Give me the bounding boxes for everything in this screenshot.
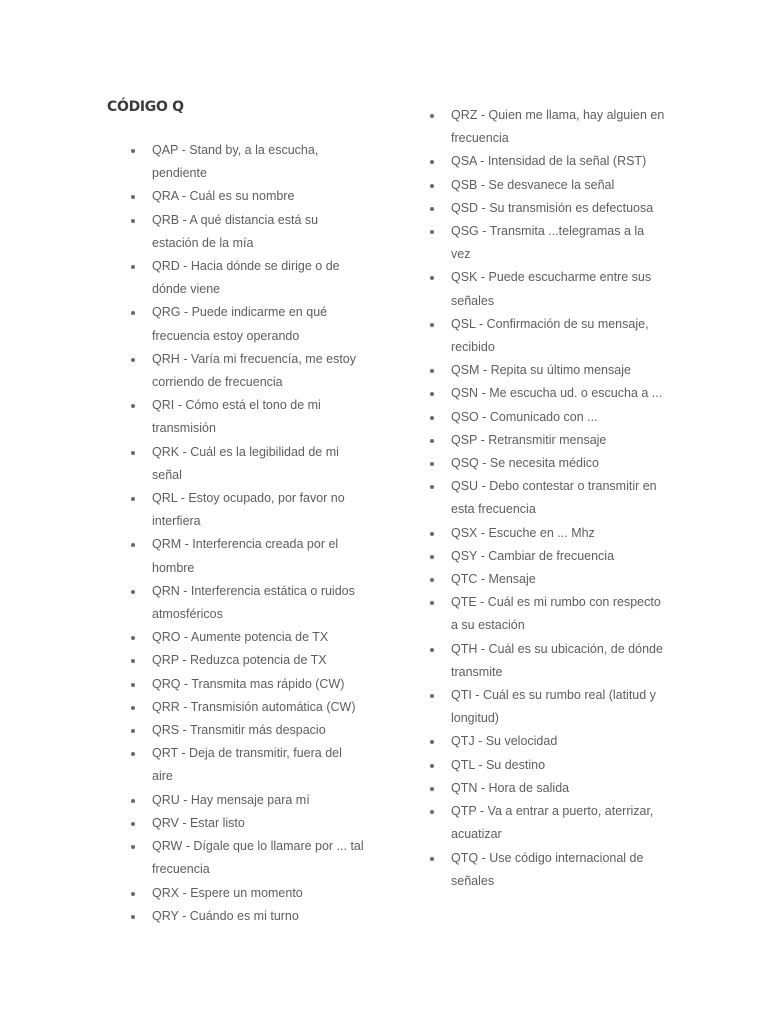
- list-item: [451, 359, 665, 382]
- bullet-icon: [430, 392, 434, 396]
- list-item: [451, 406, 665, 429]
- list-item-text: QTN - Hora de salida: [451, 780, 570, 795]
- bullet-icon: [131, 543, 135, 547]
- bullet-icon: [430, 485, 434, 489]
- bullet-icon: [131, 195, 135, 199]
- bullet-icon: [131, 752, 135, 756]
- list-item-text: QSL - Confirmación de su mensaje, recibido: [451, 316, 649, 355]
- list-item: [152, 835, 364, 881]
- bullet-icon: [131, 358, 135, 362]
- bullet-icon: [131, 892, 135, 896]
- bullet-icon: [430, 416, 434, 420]
- bullet-icon: [131, 149, 135, 153]
- list-item: [152, 742, 364, 788]
- list-item: [152, 394, 364, 440]
- list-item: [152, 348, 364, 394]
- list-item: [152, 719, 364, 742]
- bullet-icon: [131, 799, 135, 803]
- list-item: [451, 545, 665, 568]
- list-item-text: QRY - Cuándo es mi turno: [152, 908, 299, 923]
- bullet-icon: [131, 219, 135, 223]
- list-item: [152, 255, 364, 301]
- right-code-list: [451, 104, 665, 893]
- list-item-text: QRO - Aumente potencia de TX: [152, 630, 329, 645]
- list-item-text: QSK - Puede escucharme entre sus señales: [451, 270, 652, 308]
- list-item: [451, 150, 665, 173]
- list-item-text: QRQ - Transmita mas rápido (CW): [152, 676, 345, 691]
- list-item-text: QAP - Stand by, a la escucha, pendiente: [152, 143, 319, 181]
- list-item-text: QSU - Debo contestar o transmitir en esta frecuencia: [451, 479, 657, 517]
- bullet-icon: [430, 740, 434, 744]
- bullet-icon: [430, 369, 434, 373]
- bullet-icon: [131, 636, 135, 640]
- bullet-icon: [131, 706, 135, 710]
- bullet-icon: [430, 787, 434, 791]
- list-item-text: QSO - Comunicado con ...: [451, 409, 598, 424]
- bullet-icon: [430, 323, 434, 327]
- bullet-icon: [430, 160, 434, 164]
- bullet-icon: [430, 230, 434, 234]
- list-item: [152, 185, 364, 208]
- list-item: [152, 533, 364, 579]
- list-item: [152, 789, 364, 812]
- list-item-text: QTI - Cuál es su rumbo real (latitud y longitud): [451, 688, 656, 726]
- bullet-icon: [430, 114, 434, 118]
- bullet-icon: [430, 462, 434, 466]
- list-item: [451, 475, 665, 521]
- bullet-icon: [131, 683, 135, 687]
- list-item-text: QSG - Transmita ...telegramas a la vez: [451, 224, 645, 262]
- list-item-text: QRM - Interferencia creada por el hombre: [152, 537, 339, 575]
- list-item: [451, 591, 665, 637]
- list-item-text: QRW - Dígale que lo llamare por ... tal frecuencia: [152, 839, 364, 877]
- list-item-text: QTQ - Use código internacional de señales: [451, 850, 644, 888]
- list-item-text: QSX - Escuche en ... Mhz: [451, 525, 595, 540]
- left-code-list: [152, 139, 364, 928]
- list-item: [451, 754, 665, 777]
- list-item: [152, 626, 364, 649]
- list-item: [451, 847, 665, 893]
- list-item: [152, 580, 364, 626]
- bullet-icon: [430, 276, 434, 280]
- list-item: [152, 696, 364, 719]
- list-item-text: QTL - Su destino: [451, 757, 546, 772]
- bullet-icon: [430, 810, 434, 814]
- list-item-text: QSM - Repita su último mensaje: [451, 363, 631, 378]
- list-item-text: QSN - Me escucha ud. o escucha a ...: [451, 386, 663, 401]
- page-title: CÓDIGO Q: [107, 99, 184, 115]
- list-item-text: QRV - Estar listo: [152, 815, 245, 830]
- list-item: [451, 429, 665, 452]
- list-item-text: QRT - Deja de transmitir, fuera del aire: [152, 746, 342, 784]
- list-item-text: QRZ - Quien me llama, hay alguien en frecuencia: [451, 108, 665, 146]
- bullet-icon: [430, 764, 434, 768]
- list-item-text: QRR - Transmisión automática (CW): [152, 699, 356, 714]
- bullet-icon: [430, 601, 434, 605]
- list-item-text: QRU - Hay mensaje para mí: [152, 792, 310, 807]
- list-item: [451, 800, 665, 846]
- list-item: [451, 777, 665, 800]
- list-item-text: QTH - Cuál es su ubicación, de dónde transmite: [451, 641, 663, 679]
- list-item-text: QRD - Hacia dónde se dirige o de dónde viene: [152, 259, 340, 297]
- list-item: [451, 638, 665, 684]
- list-item-text: QRH - Varía mi frecuencía, me estoy corriendo de frecuencia: [152, 351, 356, 390]
- list-item-text: QSY - Cambiar de frecuencia: [451, 548, 615, 563]
- list-item: [152, 882, 364, 905]
- bullet-icon: [430, 648, 434, 652]
- bullet-icon: [430, 578, 434, 582]
- list-item: [451, 104, 665, 150]
- list-item-text: QRA - Cuál es su nombre: [152, 189, 295, 204]
- list-item-text: QRP - Reduzca potencia de TX: [152, 653, 327, 668]
- bullet-icon: [131, 590, 135, 594]
- list-item: [152, 812, 364, 835]
- list-item-text: QTC - Mensaje: [451, 572, 536, 587]
- list-item: [451, 382, 665, 405]
- bullet-icon: [131, 915, 135, 919]
- list-item: [451, 313, 665, 359]
- list-item-text: QRB - A qué distancia está su estación de la mía: [152, 212, 319, 250]
- list-item: [451, 684, 665, 730]
- list-item: [152, 301, 364, 347]
- list-item-text: QRK - Cuál es la legibilidad de mi señal: [152, 444, 339, 482]
- list-item: [451, 568, 665, 591]
- bullet-icon: [430, 439, 434, 443]
- bullet-icon: [131, 729, 135, 733]
- list-item: [451, 452, 665, 475]
- list-item-text: QRL - Estoy ocupado, por favor no interfiera: [152, 491, 345, 529]
- list-item-text: QTE - Cuál es mi rumbo con respecto a su estación: [451, 595, 661, 633]
- list-item: [152, 905, 364, 928]
- list-item-text: QSQ - Se necesita médico: [451, 456, 599, 471]
- bullet-icon: [131, 822, 135, 826]
- list-item: [451, 730, 665, 753]
- bullet-icon: [131, 659, 135, 663]
- bullet-icon: [430, 857, 434, 861]
- bullet-icon: [131, 311, 135, 315]
- list-item: [451, 174, 665, 197]
- list-item-text: QTJ - Su velocidad: [451, 734, 558, 749]
- bullet-icon: [131, 451, 135, 455]
- list-item: [152, 673, 364, 696]
- bullet-icon: [131, 845, 135, 849]
- list-item: [152, 441, 364, 487]
- list-item: [451, 197, 665, 220]
- bullet-icon: [430, 555, 434, 559]
- list-item: [152, 649, 364, 672]
- bullet-icon: [131, 497, 135, 501]
- list-item-text: QRX - Espere un momento: [152, 885, 303, 900]
- bullet-icon: [131, 404, 135, 408]
- list-item-text: QRI - Cómo está el tono de mi transmisión: [152, 398, 321, 436]
- list-item: [451, 220, 665, 266]
- list-item-text: QSB - Se desvanece la señal: [451, 177, 615, 192]
- list-item-text: QRG - Puede indicarme en qué frecuencia estoy operando: [152, 305, 328, 343]
- bullet-icon: [430, 532, 434, 536]
- list-item-text: QSD - Su transmisión es defectuosa: [451, 200, 654, 215]
- bullet-icon: [430, 207, 434, 211]
- list-item-text: QTP - Va a entrar a puerto, aterrizar, acuatizar: [451, 804, 654, 842]
- list-item-text: QRN - Interferencia estática o ruidos atmosféricos: [152, 583, 355, 622]
- list-item: [152, 139, 364, 185]
- list-item: [451, 266, 665, 312]
- list-item: [451, 522, 665, 545]
- list-item: [152, 209, 364, 255]
- bullet-icon: [430, 694, 434, 698]
- list-item-text: QSP - Retransmitir mensaje: [451, 432, 607, 447]
- list-item: [152, 487, 364, 533]
- list-item-text: QSA - Intensidad de la señal (RST): [451, 154, 647, 169]
- bullet-icon: [131, 265, 135, 269]
- list-item-text: QRS - Transmitir más despacio: [152, 723, 326, 738]
- bullet-icon: [430, 184, 434, 188]
